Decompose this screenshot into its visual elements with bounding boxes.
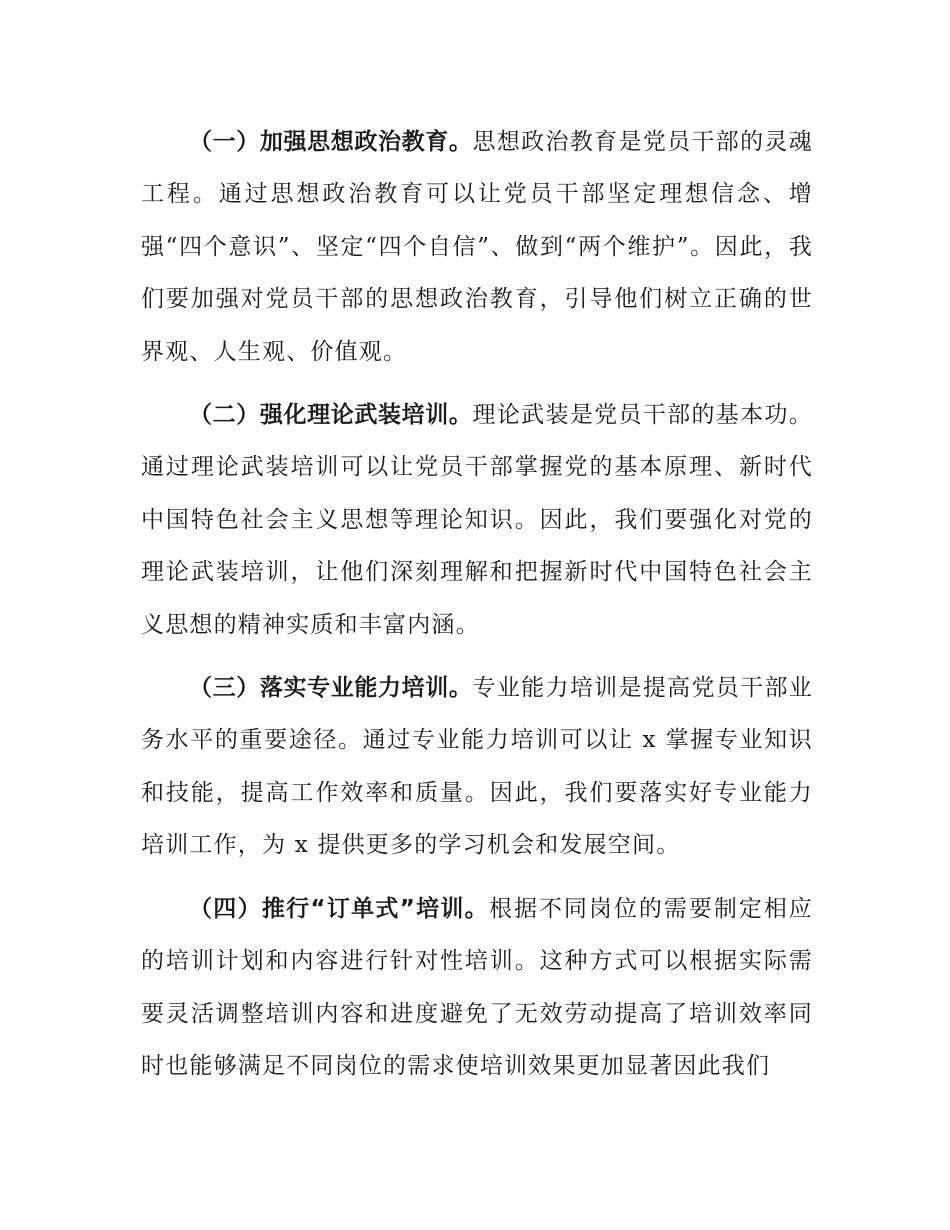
paragraph-3-heading: （三）落实专业能力培训。 xyxy=(189,675,473,702)
paragraph-2-heading: （二）强化理论武装培训。 xyxy=(189,402,473,429)
paragraph-3-body: 专业能力培训是提高党员干部业务水平的重要途径。通过专业能力培训可以让 x 掌握专业知识和技能，提高工作效率和质量。因此，我们要落实好专业能力培训工作，为 x 提供更多的学习机会和发展空间。 xyxy=(141,675,813,859)
paragraph-4-body: 根据不同岗位的需要制定相应的培训计划和内容进行针对性培训。这种方式可以根据实际需要灵活调整培训内容和进度避免了无效劳动提高了培训效率同时也能够满足不同岗位的需求使培训效果更加显著因此我们 xyxy=(141,895,814,1079)
paragraph-4 xyxy=(141,883,813,1093)
paragraph-3 xyxy=(141,662,813,872)
paragraph-1-heading: （一）加强思想政治教育。 xyxy=(189,129,473,155)
paragraph-1 xyxy=(141,116,813,378)
document-body xyxy=(141,116,813,1103)
paragraph-4-heading: （四）推行“订单式”培训。 xyxy=(189,895,489,922)
paragraph-2 xyxy=(141,389,813,651)
paragraph-2-body: 理论武装是党员干部的基本功。通过理论武装培训可以让党员干部掌握党的基本原理、新时代中国特色社会主义思想等理论知识。因此，我们要强化对党的理论武装培训，让他们深刻理解和把握新时代中国特色社会主义思想的精神实质和丰富内涵。 xyxy=(141,402,813,638)
paragraph-1-body: 思想政治教育是党员干部的灵魂工程。通过思想政治教育可以让党员干部坚定理想信念、增强“四个意识”、坚定“四个自信”、做到“两个维护”。因此，我们要加强对党员干部的思想政治教育，引导他们树立正确的世界观、人生观、价值观。 xyxy=(141,129,813,365)
